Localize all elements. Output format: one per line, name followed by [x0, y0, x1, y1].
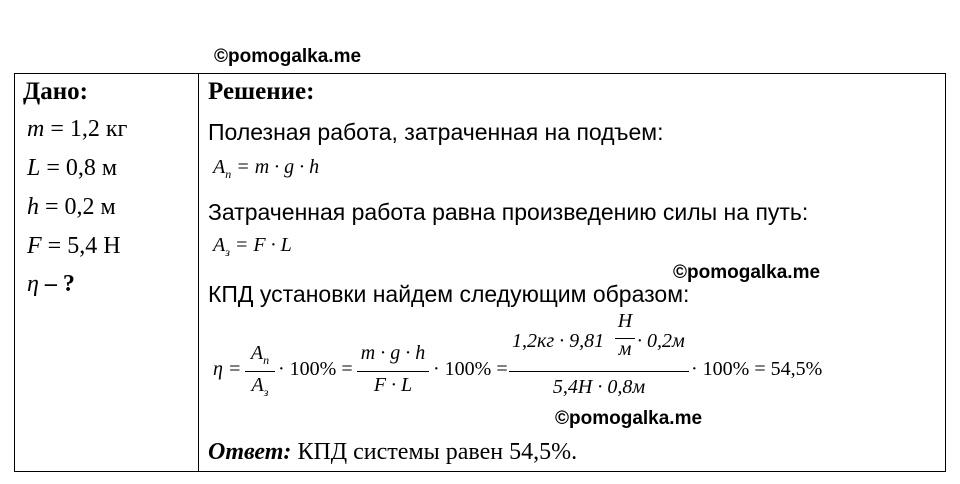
frac2-numerator: m · g · h: [360, 342, 426, 364]
frac1-denominator: $A_з$: [251, 374, 269, 399]
frac3-numerator-part2: · 0,2м: [637, 330, 685, 352]
efficiency-result: · 100% = 54,5%: [691, 358, 823, 380]
frac2-bar: [357, 371, 429, 372]
solution-table: [14, 73, 946, 472]
useful-work-formula: $A_п = m \cdot g \cdot h$: [213, 156, 320, 181]
eta-symbol: η =: [213, 358, 242, 380]
frac3-numerator-part1: 1,2кг · 9,81: [512, 330, 605, 352]
frac3-bar: [509, 371, 689, 372]
unit-denominator: м: [618, 338, 632, 360]
given-row-length: L = 0,8 м: [27, 155, 118, 181]
solution-title: Решение:: [208, 78, 315, 105]
frac1-numerator: $A_п$: [250, 342, 270, 367]
watermark: ©pomogalka.me: [555, 408, 703, 429]
spent-work-text: Затраченная работа равна произведению силы на путь:: [208, 199, 809, 225]
useful-work-text: Полезная работа, затраченная на подъем:: [208, 119, 664, 145]
unit-numerator: Н: [617, 310, 633, 332]
percent-step1: · 100% =: [278, 358, 353, 380]
frac1-bar: [245, 371, 275, 372]
watermark: ©pomogalka.me: [673, 262, 821, 283]
efficiency-text: КПД установки найдем следующим образом:: [208, 281, 690, 307]
frac3-denominator: 5,4Н · 0,8м: [552, 376, 646, 398]
percent-step2: · 100% =: [433, 358, 508, 380]
given-row-force: F = 5,4 Н: [27, 233, 121, 259]
given-row-height: h = 0,2 м: [27, 194, 116, 220]
frac2-denominator: F · L: [373, 374, 413, 396]
given-row-mass: m = 1,2 кг: [27, 116, 128, 142]
answer-line: Ответ: КПД системы равен 54,5%.: [208, 439, 578, 465]
column-divider: [198, 74, 199, 471]
given-title: Дано:: [23, 78, 88, 105]
spent-work-formula: $A_з = F \cdot L$: [213, 234, 292, 259]
watermark: ©pomogalka.me: [214, 46, 362, 67]
given-row-efficiency: η – ?: [27, 271, 75, 297]
